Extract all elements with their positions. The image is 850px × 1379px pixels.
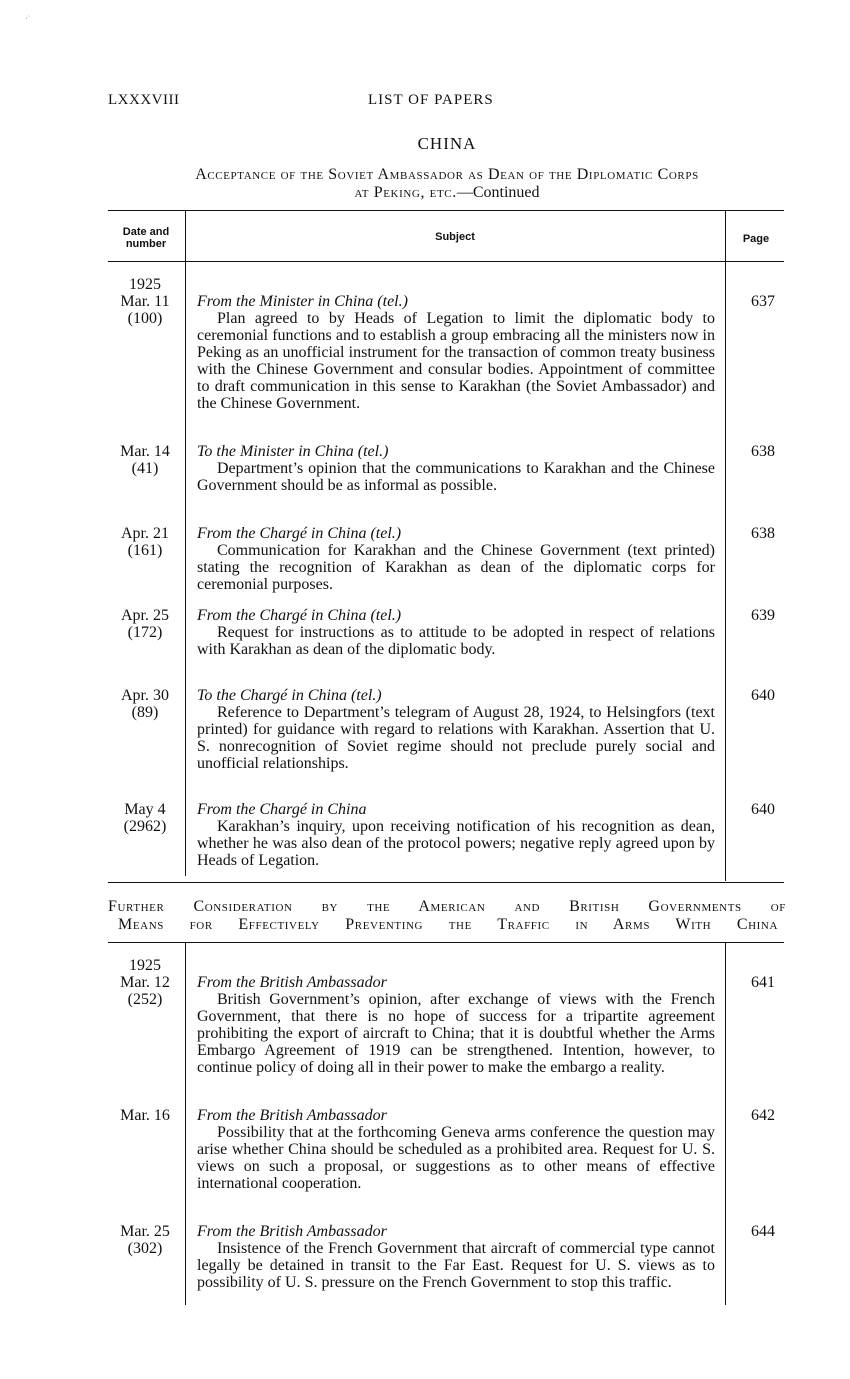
entry-source: To the Chargé in China (tel.)	[197, 687, 382, 704]
section2-year: 1925	[129, 957, 161, 974]
section1-title-line1: Acceptance of the Soviet Ambassador as Dean of the Diplomatic Corps	[195, 166, 699, 183]
table1-header-rule	[108, 261, 784, 262]
entry-body: Request for instructions as to attitude to be adopted in respect of relations with Karakhan as dean of the diplomatic body.	[197, 624, 715, 658]
entry-number: (2962)	[123, 818, 167, 835]
entry-body: Insistence of the French Government that aircraft of commercial type cannot legally be detained in transit to the Far East. Request for U. S. views as to possibility of U. S. pressure on the French Government to stop this traffic.	[197, 1240, 715, 1291]
entry-number: (161)	[127, 542, 163, 559]
table-row-subject	[197, 525, 715, 593]
entry-source: From the Minister in China (tel.)	[197, 293, 408, 310]
entry-body: Reference to Department’s telegram of August 28, 1924, to Helsingfors (text printed) for guidance with regard to relations with Karakhan. Assertion that U. S. nonrecognition of Soviet regime should not preclude purely social and unofficial relationships.	[197, 704, 715, 772]
table-row-date	[108, 801, 182, 835]
section1-year: 1925	[129, 276, 161, 293]
column-header-date: Date and number	[122, 226, 170, 250]
entry-number: (100)	[127, 310, 163, 327]
entry-number: (302)	[127, 1240, 163, 1257]
entry-body: British Government’s opinion, after exchange of views with the French Government, that there is no hope of success for a tripartite agreement prohibiting the export of aircraft to China; that it is doubtful whether the Arms Embargo Agreement of 1919 can be strengthened. Intention, however, to continue policy of doing all in their power to make the embargo a reality.	[197, 991, 715, 1076]
entry-date: Apr. 30	[121, 687, 169, 704]
entry-number: (172)	[127, 624, 163, 641]
entry-body: Possibility that at the forthcoming Geneva arms conference the question may arise whether China should be scheduled as a prohibited area. Request for U. S. views on such a proposal, or suggestions as to other means of effective international cooperation.	[197, 1124, 715, 1192]
table2-divider-left	[185, 943, 186, 1305]
table-row-subject	[197, 443, 715, 494]
entry-body: Communication for Karakhan and the Chinese Government (text printed) stating the recognition of Karakhan as dean of the diplomatic corps for ceremonial purposes.	[197, 542, 715, 593]
country-heading: CHINA	[417, 134, 477, 153]
table-row-date	[108, 974, 182, 1008]
table1-top-rule	[108, 210, 784, 211]
entry-date: Mar. 25	[120, 1223, 170, 1240]
entry-number: (41)	[131, 460, 159, 477]
table-row-date	[108, 525, 182, 559]
entry-body: Karakhan’s inquiry, upon receiving notification of his recognition as dean, whether he was also dean of the protocol powers; negative reply agreed upon by Heads of Legation.	[197, 818, 715, 869]
table-row-subject	[197, 974, 715, 1076]
entry-page: 640	[751, 801, 775, 818]
entry-date: Mar. 11	[120, 293, 170, 310]
entry-source: From the British Ambassador	[197, 1107, 387, 1124]
entry-date: Apr. 21	[121, 525, 169, 542]
section1-title-line2	[108, 183, 786, 202]
table-row-date	[108, 607, 182, 641]
running-title: LIST OF PAPERS	[368, 92, 494, 108]
table2-divider-right	[725, 943, 726, 1305]
entry-page: 637	[751, 293, 775, 310]
entry-page: 641	[751, 974, 775, 991]
table-row-date	[108, 293, 182, 327]
table1-divider-left	[185, 211, 186, 876]
column-header-page: Page	[742, 233, 770, 245]
entry-page: 644	[751, 1223, 775, 1240]
table-row-subject	[197, 607, 715, 658]
entry-number: (89)	[131, 704, 159, 721]
table-row-date	[108, 687, 182, 721]
entry-source: From the British Ambassador	[197, 974, 387, 991]
table1-bottom-rule	[108, 882, 784, 883]
entry-body: Plan agreed to by Heads of Legation to limit the diplomatic body to ceremonial functions and to establish a group embracing all the ministers now in Peking as an unofficial instrument for the transaction of common treaty business with the Chinese Government and consular bodies. Appointment of committee to draft communication in this sense to Karakhan (the Soviet Ambassador) and the Chinese Government.	[197, 310, 715, 412]
table-row-subject	[197, 801, 715, 869]
entry-page: 639	[751, 607, 775, 624]
table-row-date	[108, 443, 182, 477]
entry-date: Apr. 25	[121, 607, 169, 624]
entry-date: May 4	[124, 801, 166, 818]
entry-source: To the Minister in China (tel.)	[197, 443, 389, 460]
entry-date: Mar. 14	[120, 443, 170, 460]
section1-title-line2-smallcaps: at Peking, etc.	[354, 184, 457, 201]
scan-speck: ·˙	[25, 14, 31, 23]
table-row-subject	[197, 293, 715, 412]
table-row-subject	[197, 687, 715, 772]
table1-divider-right	[725, 211, 726, 881]
entry-number: (252)	[127, 991, 163, 1008]
column-header-subject: Subject	[435, 231, 475, 243]
entry-source: From the Chargé in China (tel.)	[197, 525, 402, 542]
entry-source: From the British Ambassador	[197, 1223, 387, 1240]
entry-source: From the Chargé in China	[197, 801, 367, 818]
entry-date: Mar. 12	[120, 974, 170, 991]
entry-date: Mar. 16	[120, 1107, 170, 1124]
entry-page: 638	[751, 525, 775, 542]
section2-title-line1: Further Consideration by the American and British Governments of	[108, 898, 786, 915]
table-row-date	[108, 1223, 182, 1257]
entry-page: 642	[751, 1107, 775, 1124]
entry-body: Department’s opinion that the communications to Karakhan and the Chinese Government should be as informal as possible.	[197, 460, 715, 494]
page-folio: LXXXVIII	[108, 92, 180, 108]
table-row-subject	[197, 1107, 715, 1192]
entry-page: 638	[751, 443, 775, 460]
entry-source: From the Chargé in China (tel.)	[197, 607, 402, 624]
table2-top-rule	[108, 942, 784, 943]
entry-page: 640	[751, 687, 775, 704]
table-row-date	[108, 1107, 182, 1124]
table-row-subject	[197, 1223, 715, 1291]
section1-title-line2-continued: —Continued	[456, 184, 540, 201]
section2-title-line2: Means for Effectively Preventing the Traffic in Arms With China	[118, 916, 778, 933]
